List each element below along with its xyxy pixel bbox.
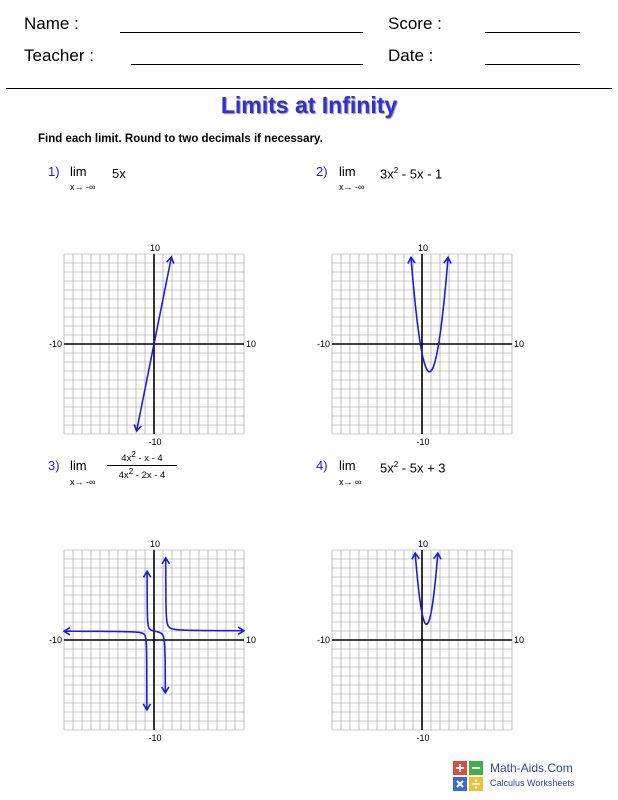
tick-label-ymin: -10 bbox=[416, 733, 430, 743]
plus-minus-times-divide-icon bbox=[452, 760, 484, 792]
tick-label-ymax: 10 bbox=[417, 539, 429, 549]
problem-3-number: 3) bbox=[48, 458, 60, 473]
tick-label-xmax: 10 bbox=[246, 339, 257, 349]
problem-4-number: 4) bbox=[316, 458, 328, 473]
problem-4-graph bbox=[308, 536, 528, 743]
function-curve-segment bbox=[415, 553, 438, 624]
logo-name[interactable]: Math-Aids.Com bbox=[490, 761, 573, 775]
fraction-bar bbox=[107, 465, 177, 466]
score-label: Score : bbox=[388, 14, 442, 33]
tick-label-xmin: -10 bbox=[48, 635, 62, 645]
problem-3-lim: lim bbox=[70, 458, 87, 473]
date-field-line[interactable] bbox=[485, 64, 580, 65]
problem-3-fraction bbox=[107, 450, 177, 481]
function-curve-segment bbox=[147, 571, 165, 693]
problem-2-expression: $3x^2 - 5x - 1$ bbox=[380, 166, 443, 182]
problem-3-approach: x→ -∞ bbox=[70, 477, 96, 487]
tick-label-ymax: 10 bbox=[149, 243, 161, 253]
header-divider bbox=[6, 88, 612, 89]
problem-1-approach: x→ -∞ bbox=[70, 182, 96, 192]
tick-label-ymin: -10 bbox=[416, 437, 430, 447]
problem-2-lim: lim bbox=[339, 164, 356, 179]
tick-label-xmin: -10 bbox=[316, 635, 330, 645]
tick-label-ymin: -10 bbox=[148, 733, 162, 743]
tick-label-xmax: 10 bbox=[246, 635, 257, 645]
date-label: Date : bbox=[388, 46, 434, 65]
problem-1-graph bbox=[40, 240, 260, 447]
problem-2-graph bbox=[308, 240, 528, 447]
tick-label-ymax: 10 bbox=[417, 243, 429, 253]
instructions: Find each limit. Round to two decimals if necessary. bbox=[38, 133, 323, 145]
logo-subtitle: Calculus Worksheets bbox=[490, 778, 575, 788]
problem-4-expression: $5x^2 - 5x + 3$ bbox=[380, 460, 446, 476]
teacher-field-line[interactable] bbox=[131, 64, 363, 65]
tick-label-ymin: -10 bbox=[148, 437, 162, 447]
score-field-line[interactable] bbox=[485, 32, 580, 33]
problem-1-number: 1) bbox=[48, 164, 60, 179]
problem-3-numerator: $4x^2$ - x - 4 bbox=[121, 450, 163, 465]
problem-2-approach: x→ -∞ bbox=[339, 182, 365, 192]
problem-3-denominator: $4x^2 - 2x - 4$ bbox=[118, 467, 166, 482]
tick-label-xmax: 10 bbox=[514, 339, 525, 349]
name-field-line[interactable] bbox=[120, 32, 363, 33]
problem-2-number: 2) bbox=[316, 164, 328, 179]
tick-label-xmin: -10 bbox=[316, 339, 330, 349]
tick-label-xmax: 10 bbox=[514, 635, 525, 645]
name-label: Name : bbox=[24, 14, 79, 33]
tick-label-ymax: 10 bbox=[149, 539, 161, 549]
problem-4-approach: x→ ∞ bbox=[339, 477, 362, 487]
tick-label-xmin: -10 bbox=[48, 339, 62, 349]
problem-3-graph bbox=[40, 536, 260, 743]
worksheet-title: Limits at Infinity bbox=[220, 92, 398, 118]
function-curve-segment bbox=[411, 257, 448, 371]
problem-4-lim: lim bbox=[339, 458, 356, 473]
problem-1-lim: lim bbox=[70, 164, 87, 179]
function-curve-segment bbox=[64, 631, 147, 710]
teacher-label: Teacher : bbox=[24, 46, 94, 65]
problem-1-expression: 5x bbox=[112, 166, 126, 181]
function-curve-segment bbox=[166, 558, 244, 631]
